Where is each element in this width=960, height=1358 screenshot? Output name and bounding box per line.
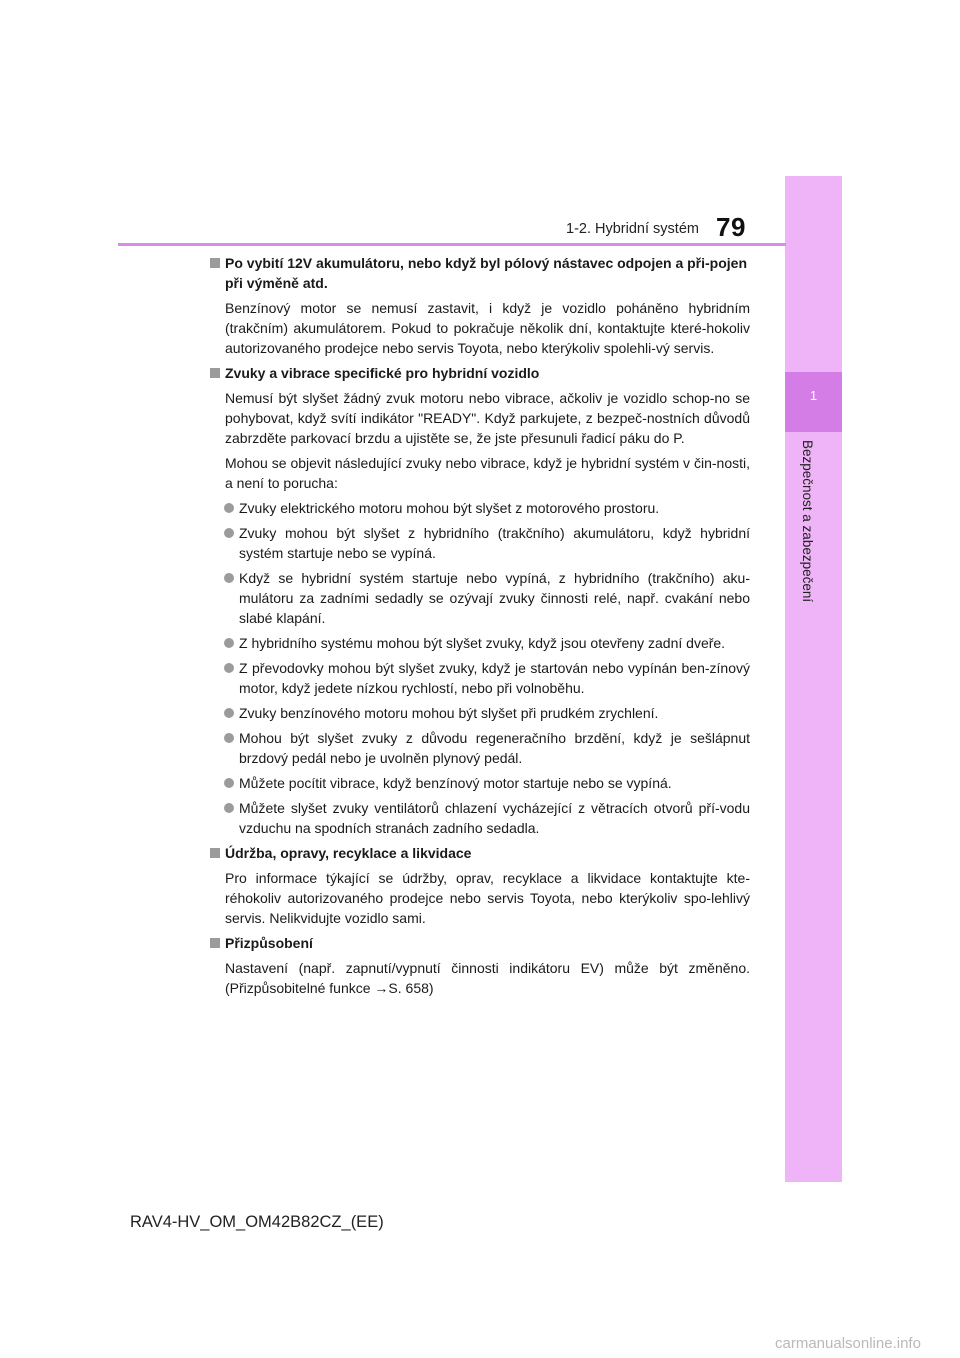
round-bullet-icon <box>224 803 234 813</box>
header-rule <box>118 243 786 246</box>
section-heading <box>210 363 750 383</box>
round-bullet-icon <box>224 778 234 788</box>
section-heading-text: Zvuky a vibrace specifické pro hybridní vozidlo <box>225 365 540 381</box>
list-item <box>210 523 750 563</box>
list-item <box>210 773 750 793</box>
list-item-text: Z převodovky mohou být slyšet zvuky, když je startován nebo vypínán ben-zínový motor, když jedete nízkou rychlostí, nebo při volnoběhu. <box>239 660 750 696</box>
paragraph: Pro informace týkající se údržby, oprav, recyklace a likvidace kontaktujte kte-réhokoliv autorizovaného prodejce nebo servis Toyota, nebo kterýkoliv spo-lehlivý servis. Nelikvidujte vozidlo sami. <box>225 870 750 926</box>
section-heading <box>210 933 750 953</box>
list-item <box>210 658 750 698</box>
page-number: 79 <box>716 212 746 242</box>
section-heading-text: Po vybití 12V akumulátoru, nebo když byl pólový nástavec odpojen a při-pojen při výměně atd. <box>225 255 747 291</box>
paragraph: Nastavení (např. zapnutí/vypnutí činnosti indikátoru EV) může být změněno. (Přizpůsobitelné funkce →S. 658) <box>225 960 750 996</box>
list-item <box>210 728 750 768</box>
section-battery <box>210 253 750 358</box>
list-item-text: Zvuky benzínového motoru mohou být slyšet při prudkém zrychlení. <box>239 705 659 721</box>
paragraph: Mohou se objevit následující zvuky nebo vibrace, když je hybridní systém v čin-nosti, a není to porucha: <box>225 455 750 491</box>
round-bullet-icon <box>224 638 234 648</box>
square-bullet-icon <box>210 258 220 268</box>
list-item-text: Zvuky mohou být slyšet z hybridního (trakčního) akumulátoru, když hybridní systém startuje nebo se vypíná. <box>239 525 750 561</box>
section-heading-text: Přizpůsobení <box>225 935 313 951</box>
round-bullet-icon <box>224 708 234 718</box>
list-item-text: Můžete slyšet zvuky ventilátorů chlazení vycházející z větracích otvorů pří-vodu vzduchu na spodních stranách zadního sedadla. <box>239 800 750 836</box>
list-item-text: Můžete pocítit vibrace, když benzínový motor startuje nebo se vypíná. <box>239 775 672 791</box>
chapter-title: Bezpečnost a zabezpečení <box>800 440 815 603</box>
list-item <box>210 633 750 653</box>
list-item <box>210 798 750 838</box>
list-item-text: Z hybridního systému mohou být slyšet zvuky, když jsou otevřeny zadní dveře. <box>239 635 726 651</box>
square-bullet-icon <box>210 848 220 858</box>
list-item-text: Když se hybridní systém startuje nebo vypíná, z hybridního (trakčního) aku-mulátoru za zadními sedadly se ozývají zvuky činnosti relé, např. cvakání nebo slabé klapání. <box>239 570 750 626</box>
chapter-number: 1 <box>809 388 818 403</box>
list-item <box>210 568 750 628</box>
list-item <box>210 703 750 723</box>
list-item <box>210 498 750 518</box>
round-bullet-icon <box>224 663 234 673</box>
paragraph: Benzínový motor se nemusí zastavit, i když je vozidlo poháněno hybridním (trakčním) akumulátorem. Pokud to pokračuje několik dní, kontaktujte které-hokoliv autorizovaného prodejce nebo servis Toyota, nebo kterýkoliv spolehli-vý servis. <box>225 300 750 356</box>
section-heading <box>210 843 750 863</box>
section-maintenance <box>210 843 750 928</box>
section-title: 1-2. Hybridní systém <box>566 221 699 237</box>
square-bullet-icon <box>210 938 220 948</box>
section-customization <box>210 933 750 998</box>
list-item-text: Mohou být slyšet zvuky z důvodu regeneračního brzdění, když je sešlápnut brzdový pedál nebo je uvolněn plynový pedál. <box>239 730 750 766</box>
round-bullet-icon <box>224 503 234 513</box>
section-heading <box>210 253 750 293</box>
round-bullet-icon <box>224 733 234 743</box>
document-code: RAV4-HV_OM_OM42B82CZ_(EE) <box>130 1213 384 1231</box>
round-bullet-icon <box>224 573 234 583</box>
chapter-side-tab <box>785 176 842 1182</box>
section-sounds <box>210 363 750 838</box>
page-content <box>210 253 750 1003</box>
watermark: carmanualsonline.info <box>775 1335 921 1352</box>
paragraph: Nemusí být slyšet žádný zvuk motoru nebo vibrace, ačkoliv je vozidlo schop-no se pohybovat, když svítí indikátor "READY". Když parkujete, z bezpeč-nostních důvodů zabrzděte parkovací brzdu a ujistěte se, že jste přesunuli řadicí páku do P. <box>225 390 750 446</box>
section-heading-text: Údržba, opravy, recyklace a likvidace <box>225 845 472 861</box>
round-bullet-icon <box>224 528 234 538</box>
square-bullet-icon <box>210 368 220 378</box>
list-item-text: Zvuky elektrického motoru mohou být slyšet z motorového prostoru. <box>239 500 660 516</box>
